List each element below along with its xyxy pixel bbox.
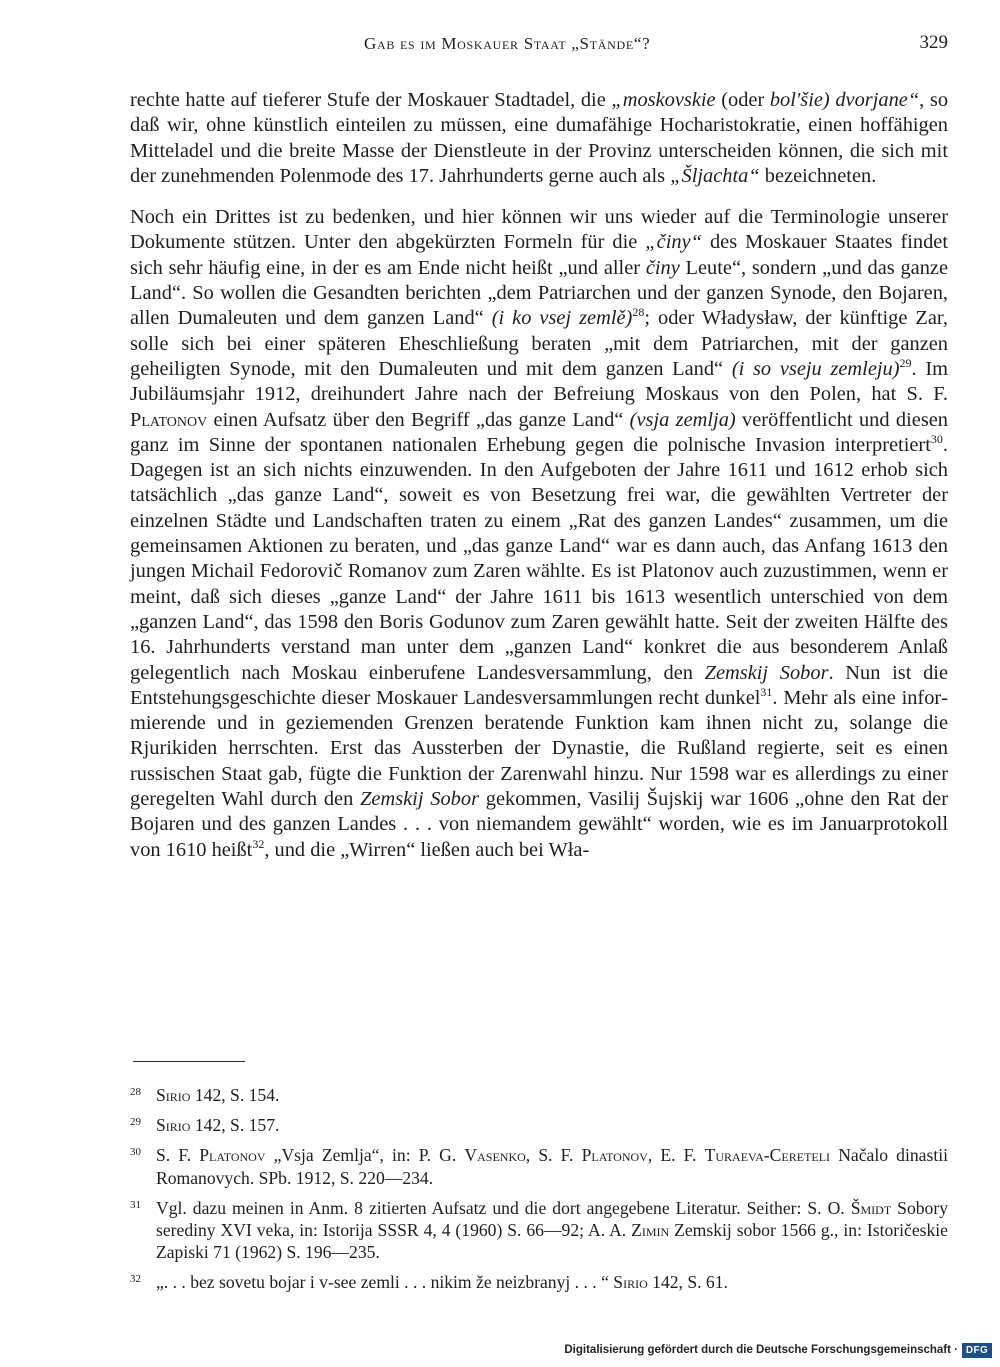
page-header	[130, 32, 948, 60]
footnote-ref-30: 30	[930, 431, 943, 446]
running-head: Gab es im Moskauer Staat „Stände“?	[364, 34, 651, 53]
footnote-ref-29: 29	[899, 355, 912, 370]
footnotes	[130, 1084, 948, 1294]
footnote-ref-32: 32	[252, 836, 265, 851]
footnote-31: 31 Vgl. dazu meinen in Anm. 8 zitierten Aufsatz und die dort angegebene Literatur. Seither: S. O. Šmidt Sobory serediny XVI veka, in: Istorija SSSR 4, 4 (1960) S. 66—92; A. A. Zimin Zemskij sobor 1566 g., in: Istoričeskie Zapiski 71 (1962) S. 196—235.	[130, 1197, 948, 1263]
body-text	[130, 88, 948, 863]
footnote-ref-28: 28	[632, 305, 645, 320]
paragraph-1: rechte hatte auf tieferer Stufe der Moskauer Stadtadel, die „moskovskie (oder bol'šie) dvorjane“, so daß wir, ohne künstlich einteilen zu müssen, eine dumafähige Hocharistokratie, einen hoffähigen Mitteladel und die breite Masse der Dienstleute in der Provinz unterscheiden können, die sich mit der zunehmenden Polenmode des 17. Jahrhunderts gerne auch als „Šljachta“ bezeichneten.	[130, 89, 949, 187]
footnote-32: 32 „. . . bez sovetu bojar i v-see zemli . . . nikim že neizbranyj . . . “ Sirio 142, S. 61.	[130, 1272, 728, 1293]
dfg-logo: DFG	[962, 1343, 992, 1358]
footnote-divider	[133, 1061, 245, 1062]
page-number: 329	[919, 32, 948, 53]
footnote-29: 29 Sirio 142, S. 157.	[130, 1115, 280, 1136]
funding-note-text: Digitalisierung gefördert durch die Deutsche Forschungsgemeinschaft ·	[564, 1344, 958, 1356]
funding-note	[560, 1341, 992, 1359]
paragraph-2: Noch ein Drittes ist zu bedenken, und hier können wir uns wieder auf die Terminologie unserer Dokumente stützen. Unter den abgekürzten Formeln für die „činy“ des Moskauer Staates findet sich sehr häufig eine, in der es am Ende nicht heißt „und aller činy Leute“, sondern „und das ganze Land“. So wollen die Gesandten berichten „dem Patriarchen und der ganzen Synode, den Bojaren, allen Dumaleuten und dem ganzen Land“ (i ko vsej zemlě)$^{28}$; oder Władysław, der künftige Zar, solle sich bei einer späteren Eheschließung beraten „mit dem Patriarchen, mit der ganzen geheiligten Synode, mit den Dumaleuten und mit dem ganzen Land“ (i so vseju zemleju)$^{29}$. Im Jubiläumsjahr 1912, dreihundert Jahre nach der Befreiung Moskaus von den Polen, hat S. F. Platonov einen Aufsatz über den Begriff „das ganze Land“ (vsja zemlja) veröffentlicht und diesen ganz im Sinne der spontanen nationalen Erhebung gegen die polnische Invasion interpretiert$^{30}$. Dagegen ist an sich nichts einzuwenden. In den Aufgeboten der Jahre 1611 und 1612 erhob sich tatsächlich „das ganze Land“, soweit es von Besetzung frei war, die gewählten Vertreter der einzelnen Städte und Landschaften traten zu einem „Rat des ganzen Landes“ zusammen, um die gemeinsamen Aktionen zu beraten, und „das ganze Land“ war es dann auch, das Anfang 1613 den jungen Michail Fedorovič Romanov zum Zaren wählte. Es ist Platonov auch zuzustimmen, wenn er meint, daß sich dieses „ganze Land“ der Jahre 1611 bis 1613 wesentlich unterschied von dem „ganzen Land“, das 1598 den Boris Godunov zum Zaren gewählt hatte. Seit der zweiten Hälfte des 16. Jahrhunderts verstand man unter dem „ganzen Land“ konkret die aus besonderem Anlaß gelegentlich nach Moskau einberufene Landesversammlung, den Zemskij Sobor. Nun ist die Entstehungsgeschichte dieser Moskauer Landesversammlungen recht dunkel$^{31}$. Mehr als eine informierende und in geziemenden Grenzen beratende Funktion kam ihnen nicht zu, solange die Rjurikiden herrschten. Erst das Aussterben der Dynastie, die Rußland regierte, seit es einen russischen Staat gab, fügte die Funktion der Zarenwahl hinzu. Nur 1598 war es allerdings zu einer geregelten Wahl durch den Zemskij Sobor gekommen, Vasilij Šujskij war 1606 „ohne den Rat der Bojaren und des ganzen Landes . . . von niemandem gewählt“ worden, wie es im Januarprotokoll von 1610 heißt$^{32}$, und die „Wirren“ ließen auch bei Wła-	[130, 206, 949, 861]
footnote-30: 30 S. F. Platonov „Vsja Zemlja“, in: P. G. Vasenko, S. F. Platonov, E. F. Turaeva-Cereteli Načalo dinastii Romanovych. SPb. 1912, S. 220—234.	[130, 1145, 948, 1188]
footnote-28: 28 Sirio 142, S. 154.	[130, 1085, 280, 1105]
footnote-ref-31: 31	[760, 684, 773, 699]
